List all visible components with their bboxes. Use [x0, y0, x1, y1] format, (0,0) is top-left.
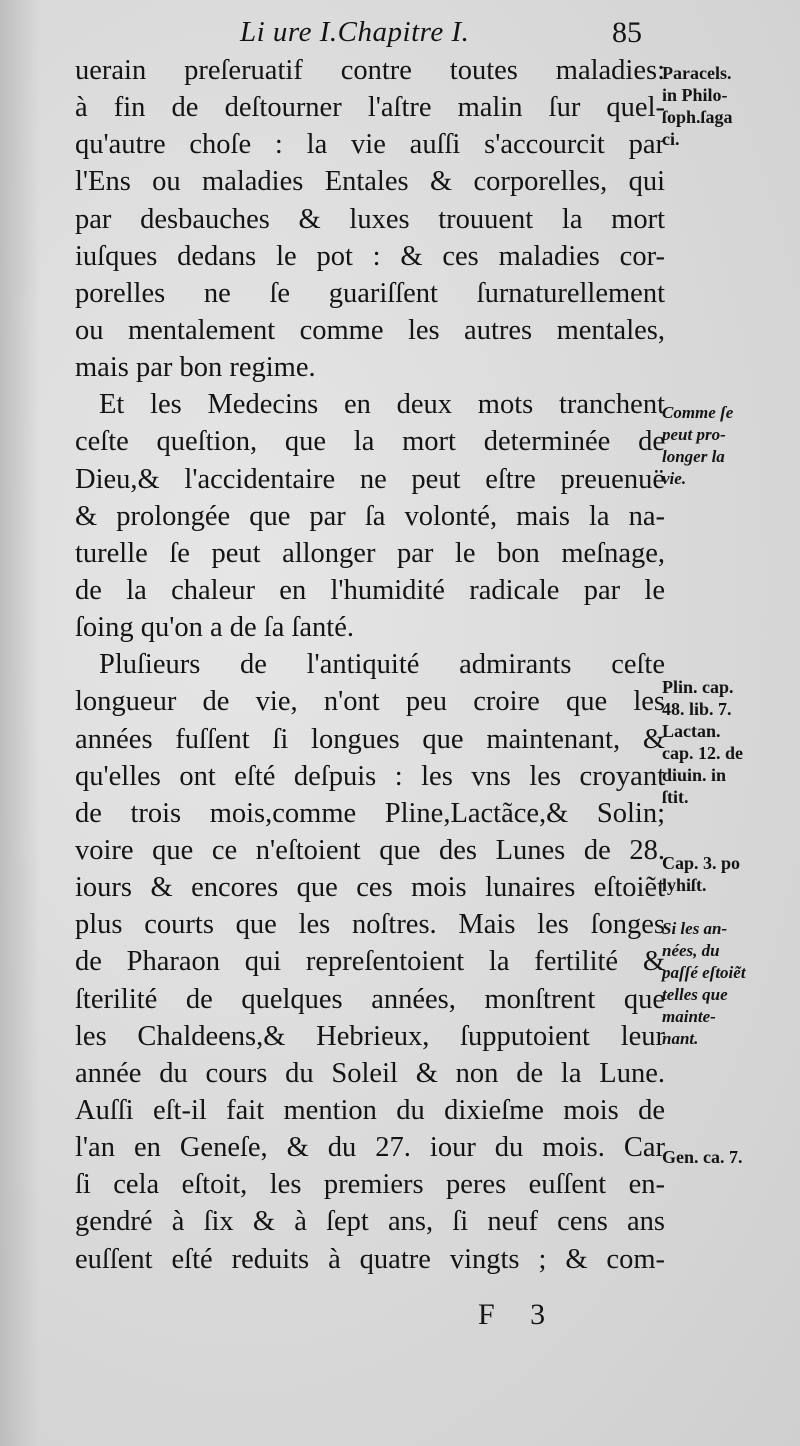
text-line: ou mentalement comme les autres mentales, — [75, 314, 665, 346]
margin-note-line: ſtit. — [662, 787, 689, 807]
margin-note-line: Plin. cap. — [662, 677, 734, 697]
margin-note-line: longer la — [662, 447, 725, 466]
text-line: année du cours du Soleil & non de la Lune. — [75, 1057, 665, 1089]
margin-note-polyhistor — [662, 852, 798, 896]
main-text-block — [75, 52, 665, 1278]
text-line: l'an en Geneſe, & du 27. iour du mois. Car — [75, 1132, 665, 1164]
margin-note-genesis — [662, 1146, 798, 1168]
text-line: iuſques dedans le pot : & ces maladies cor- — [75, 240, 665, 272]
text-line: années fuſſent ſi longues que maintenant, & — [75, 723, 665, 755]
margin-note-line: paſſé eſtoiẽt — [662, 963, 746, 982]
text-line: Pluſieurs de l'antiquité admirants ceſte — [99, 649, 665, 681]
text-line: Dieu,& l'accidentaire ne peut eſtre preuenuë — [75, 463, 665, 495]
margin-note-paracelsus — [662, 62, 798, 150]
margin-note-line: Paracels. — [662, 63, 732, 83]
text-line: ſterilité de quelques années, monſtrent que — [75, 983, 665, 1015]
text-line: les Chaldeens,& Hebrieux, ſupputoient leur — [75, 1020, 665, 1052]
text-line: ceſte queſtion, que la mort determinée de — [75, 426, 665, 458]
page-number: 85 — [612, 16, 642, 49]
margin-note-line: ci. — [662, 129, 680, 149]
text-line: euſſent eſté reduits à quatre vingts ; & com- — [75, 1243, 665, 1275]
text-line: & prolongée que par ſa volonté, mais la na- — [75, 500, 665, 532]
margin-note-line: ſoph.ſaga — [662, 107, 733, 127]
margin-note-line: mainte- — [662, 1007, 716, 1026]
margin-note-line: nant. — [662, 1029, 699, 1048]
text-line: porelles ne ſe guariſſent ſurnaturellement — [75, 277, 665, 309]
text-line: uerain preſeruatif contre toutes maladies: — [75, 55, 665, 86]
margin-note-line: in Philo- — [662, 85, 728, 105]
margin-note-line: Gen. ca. 7. — [662, 1147, 743, 1167]
margin-note-line: nées, du — [662, 941, 720, 960]
text-line: ſi cela eſtoit, les premiers peres euſſent en- — [75, 1169, 665, 1201]
margin-note-line: telles que — [662, 985, 728, 1004]
margin-note-pliny-lactantius — [662, 676, 798, 808]
text-line: voire que ce n'eſtoient que des Lunes de 28. — [75, 834, 665, 866]
margin-note-line: Comme ſe — [662, 403, 734, 422]
margin-note-line: Cap. 3. po — [662, 853, 741, 873]
text-line: l'Ens ou maladies Entales & corporelles, qui — [75, 166, 665, 198]
margin-note-line: peut pro- — [662, 425, 726, 444]
text-line: à fin de deſtourner l'aſtre malin ſur quel- — [75, 92, 665, 124]
text-line: iours & encores que ces mois lunaires eſtoiẽt — [75, 872, 665, 904]
running-head: Li ure I.Chapitre I. — [240, 16, 470, 48]
page-header — [240, 16, 660, 56]
text-line: mais par bon regime. — [75, 352, 316, 384]
text-line: de Pharaon qui repreſentoient la fertilité & — [75, 946, 665, 978]
text-line: de trois mois,comme Pline,Lactãce,& Solin; — [75, 797, 665, 829]
text-line: Et les Medecins en deux mots tranchent — [99, 389, 665, 421]
margin-note-line: lyhiſt. — [662, 875, 707, 895]
margin-note-line: 48. lib. 7. — [662, 699, 732, 719]
margin-note-line: cap. 12. de — [662, 743, 743, 763]
text-line: turelle ſe peut allonger par le bon meſnage, — [75, 537, 665, 569]
text-line: gendré à ſix & à ſept ans, ſi neuf cens ans — [75, 1206, 665, 1238]
text-line: longueur de vie, n'ont peu croire que les — [75, 686, 665, 718]
text-line: ſoing qu'on a de ſa ſanté. — [75, 612, 354, 644]
text-line: par desbauches & luxes trouuent la mort — [75, 203, 665, 235]
margin-note-line: diuin. in — [662, 765, 727, 785]
margin-note-line: Lactan. — [662, 721, 721, 741]
text-line: qu'elles ont eſté deſpuis : les vns les croyant — [75, 760, 665, 792]
text-line: de la chaleur en l'humidité radicale par le — [75, 574, 665, 606]
signature-mark: F 3 — [478, 1298, 560, 1331]
margin-note-line: Si les an- — [662, 919, 728, 938]
margin-note-years — [662, 918, 798, 1050]
text-line: plus courts que les noſtres. Mais les ſonges — [75, 909, 665, 941]
text-line: qu'autre choſe : la vie auſſi s'accourcit par — [75, 129, 665, 161]
text-line: Auſſi eſt-il fait mention du dixieſme mois de — [75, 1094, 665, 1126]
margin-note-prolong-life — [662, 402, 798, 490]
margin-note-line: vie. — [662, 469, 687, 488]
